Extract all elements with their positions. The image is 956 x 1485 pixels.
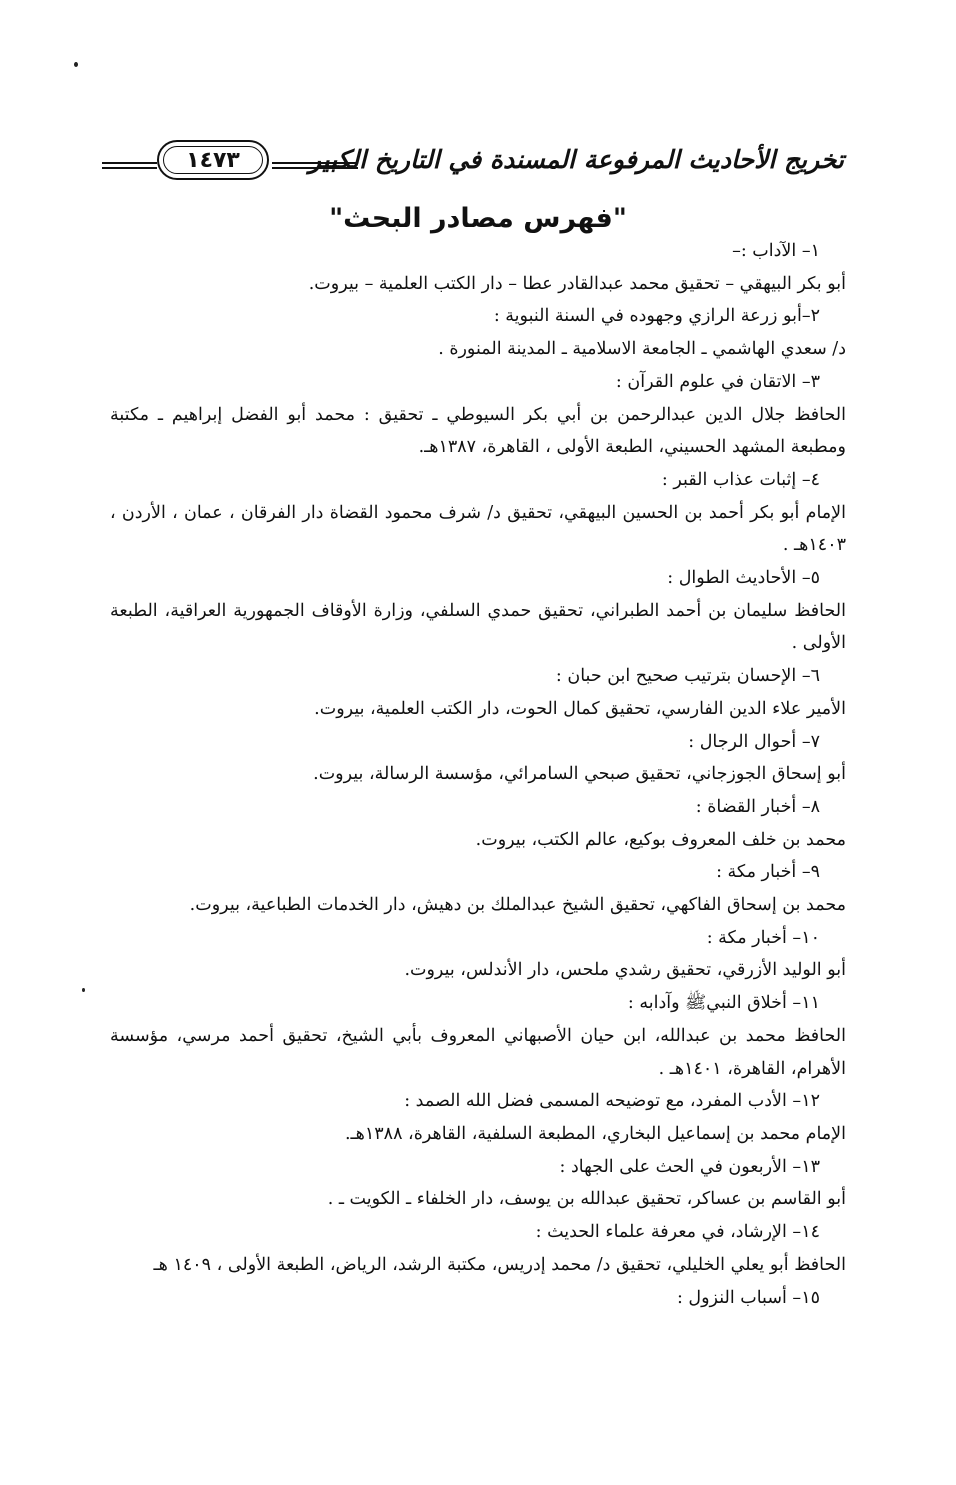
- entry-details: أبو الوليد الأزرقي، تحقيق رشدي ملحس، دار الأندلس، بيروت.: [404, 960, 846, 981]
- bibliography-entry: [110, 235, 846, 300]
- bibliography-entry: [110, 791, 846, 856]
- entry-heading: ١٥– أسباب النزول :: [676, 1287, 820, 1308]
- entry-heading: ١٣– الأربعون في الحث على الجهاد :: [559, 1156, 820, 1177]
- bibliography-entry: [110, 1085, 846, 1150]
- entry-heading: ٧– أحوال الرجال :: [688, 731, 820, 752]
- header-rule-outer: [102, 162, 157, 169]
- entry-details: أبو بكر البيهقي – تحقيق محمد عبدالقادر عطا – دار الكتب العلمية – بيروت.: [308, 273, 846, 294]
- bibliography-entry: [110, 660, 846, 725]
- entry-details: أبو إسحاق الجوزجاني، تحقيق صبحي السامرائي، مؤسسة الرسالة، بيروت.: [313, 764, 846, 785]
- entry-heading: ١٠– أخبار مكة :: [706, 927, 820, 948]
- entry-details: محمد بن إسحاق الفاكهي، تحقيق الشيخ عبدالملك بن دهيش، دار الخدمات الطباعية، بيروت.: [189, 895, 846, 916]
- bibliography-entry: [110, 300, 846, 365]
- entry-details: محمد بن خلف المعروف بوكيع، عالم الكتب، بيروت.: [475, 829, 846, 850]
- entry-heading: ٢–أبو زرعة الرازي وجهوده في السنة النبوية :: [493, 306, 820, 327]
- entry-details: الحافظ سليمان بن أحمد الطبراني، تحقيق حمدي السلفي، وزارة الأوقاف الجمهورية العراقية، الطبعة الأولى .: [110, 600, 846, 654]
- entry-details: الإمام أبو بكر أحمد بن الحسين البيهقي، تحقيق د/ شرف محمود القضاة دار الفرقان ، عمان ، الأردن ، ١٤٠٣هـ .: [110, 502, 846, 556]
- ink-speck: [82, 988, 85, 992]
- entry-details: أبو القاسم بن عساكر، تحقيق عبدالله بن يوسف، دار الخلفاء ـ الكويت ـ .: [327, 1189, 846, 1210]
- entry-details: الحافظ جلال الدين عبدالرحمن بن أبي بكر السيوطي ـ تحقيق : محمد أبو الفضل إبراهيم ـ مكتبة ومطبعة المشهد الحسيني، الطبعة الأولى ، القاهرة، ١٣٨٧هـ.: [110, 404, 846, 458]
- entry-details: الحافظ أبو يعلي الخليلي، تحقيق د/ محمد إدريس، مكتبة الرشد، الرياض، الطبعة الأولى ، ١٤٠٩ هـ: [153, 1254, 846, 1275]
- bibliography-entry: [110, 1282, 846, 1315]
- bibliography-entry: [110, 856, 846, 921]
- bibliography-entry: [110, 1151, 846, 1216]
- entry-heading: ٩– أخبار مكة :: [716, 862, 820, 883]
- entry-details: الأمير علاء الدين الفارسي، تحقيق كمال الحوت، دار الكتب العلمية، بيروت.: [314, 698, 846, 719]
- entry-heading: ١١– أخلاق النبيﷺ وآدابه :: [627, 993, 820, 1014]
- section-title: "فهرس مصادر البحث": [329, 203, 627, 234]
- ink-speck: [74, 62, 78, 67]
- entry-heading: ١٤– الإرشاد، في معرفة علماء الحديث :: [535, 1222, 820, 1243]
- bibliography-entry: [110, 1216, 846, 1281]
- page-number-badge: [157, 140, 269, 180]
- entry-heading: ١– الآداب :–: [732, 241, 820, 261]
- entry-heading: ٨– أخبار القضاة :: [695, 796, 820, 817]
- bibliography-entry: [110, 987, 846, 1085]
- bibliography-list: [110, 235, 846, 1314]
- entry-details: الإمام محمد بن إسماعيل البخاري، المطبعة السلفية، القاهرة، ١٣٨٨هـ.: [344, 1123, 846, 1144]
- bibliography-entry: [110, 726, 846, 791]
- entry-heading: ٣– الاتقان في علوم القرآن :: [615, 371, 820, 392]
- header-rule-inner: [272, 162, 358, 169]
- bibliography-entry: [110, 562, 846, 660]
- page-number: ١٤٧٣: [186, 147, 240, 173]
- bibliography-entry: [110, 464, 846, 562]
- entry-heading: ١٢– الأدب المفرد، مع توضيحه المسمى فضل الله الصمد :: [404, 1091, 820, 1112]
- bibliography-entry: [110, 366, 846, 464]
- entry-details: الحافظ محمد بن عبدالله، ابن حيان الأصبهاني المعروف بأبي الشيخ، تحقيق أحمد مرسي، مؤسسة الأهرام، القاهرة، ١٤٠١هـ .: [110, 1025, 846, 1079]
- entry-heading: ٦– الإحسان بترتيب صحيح ابن حبان :: [555, 666, 820, 687]
- running-header: [102, 140, 844, 184]
- entry-heading: ٥– الأحاديث الطوال :: [667, 568, 820, 589]
- entry-heading: ٤– إثبات عذاب القبر :: [661, 469, 820, 490]
- entry-details: د/ سعدي الهاشمي ـ الجامعة الاسلامية ـ المدينة المنورة .: [438, 339, 846, 360]
- header-title: تخريج الأحاديث المرفوعة المسندة في التاريخ الكبير: [308, 145, 844, 174]
- bibliography-entry: [110, 922, 846, 987]
